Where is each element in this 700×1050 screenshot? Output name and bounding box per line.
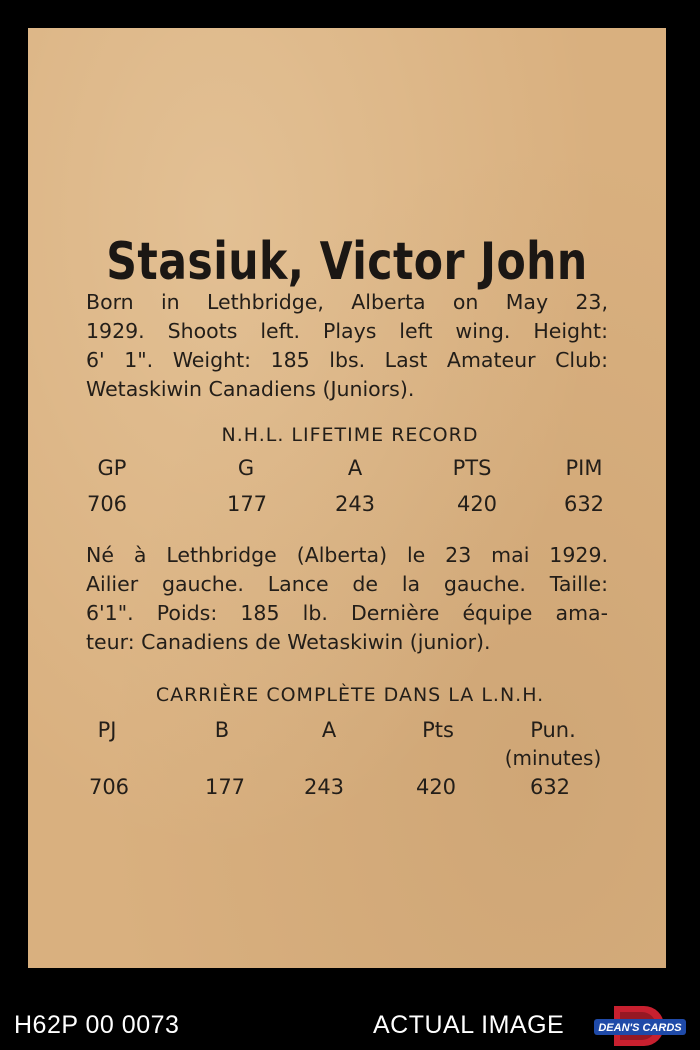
bio-french-line: teur: Canadiens de Wetaskiwin (junior). bbox=[86, 630, 491, 654]
stat-header: GP bbox=[97, 456, 127, 480]
stat-value: 177 bbox=[204, 775, 246, 799]
actual-image-label: ACTUAL IMAGE bbox=[373, 1011, 565, 1039]
deans-cards-logo bbox=[592, 1004, 688, 1048]
logo-text: DEAN'S CARDS bbox=[598, 1022, 682, 1034]
stat-header: Pts bbox=[422, 718, 454, 742]
stat-header: G bbox=[237, 456, 255, 480]
stat-header: PJ bbox=[97, 718, 117, 742]
stat-value: 706 bbox=[86, 492, 128, 516]
stat-header: A bbox=[321, 718, 337, 742]
record-french-headers bbox=[0, 718, 700, 746]
stat-value: 420 bbox=[456, 492, 498, 516]
stat-header: PTS bbox=[452, 456, 492, 480]
stat-header: Pun. bbox=[530, 718, 576, 742]
stat-value: 243 bbox=[303, 775, 345, 799]
bio-english-line: 1929. Shoots left. Plays left wing. Height: bbox=[86, 319, 608, 343]
stat-value: 243 bbox=[334, 492, 376, 516]
record-english-values bbox=[0, 492, 700, 520]
item-code: H62P 00 0073 bbox=[14, 1011, 180, 1039]
record-english-heading: N.H.L. LIFETIME RECORD bbox=[221, 424, 479, 446]
bio-english-line: Wetaskiwin Canadiens (Juniors). bbox=[86, 377, 415, 401]
bio-french-line: Ailier gauche. Lance de la gauche. Taille: bbox=[86, 572, 608, 596]
bio-french-line: Né à Lethbridge (Alberta) le 23 mai 1929. bbox=[86, 543, 608, 567]
record-english-headers bbox=[0, 456, 700, 484]
stat-value: 177 bbox=[226, 492, 268, 516]
stat-header: A bbox=[347, 456, 363, 480]
record-french-heading: CARRIÈRE COMPLÈTE DANS LA L.N.H. bbox=[155, 684, 545, 706]
stat-value: 420 bbox=[415, 775, 457, 799]
bio-english-line: Born in Lethbridge, Alberta on May 23, bbox=[86, 290, 608, 314]
stat-header: PIM bbox=[565, 456, 603, 480]
stat-value: 632 bbox=[563, 492, 605, 516]
stat-header-minutes: (minutes) bbox=[504, 746, 602, 770]
bio-french-line: 6'1". Poids: 185 lb. Dernière équipe ama- bbox=[86, 601, 608, 625]
bio-english-line: 6' 1". Weight: 185 lbs. Last Amateur Club: bbox=[86, 348, 608, 372]
bio-english bbox=[86, 288, 608, 404]
record-french-values bbox=[0, 775, 700, 803]
stat-value: 706 bbox=[88, 775, 130, 799]
bio-french bbox=[86, 541, 608, 657]
stat-value: 632 bbox=[529, 775, 571, 799]
stat-header: B bbox=[214, 718, 230, 742]
player-name: Stasiuk, Victor John bbox=[106, 232, 588, 292]
